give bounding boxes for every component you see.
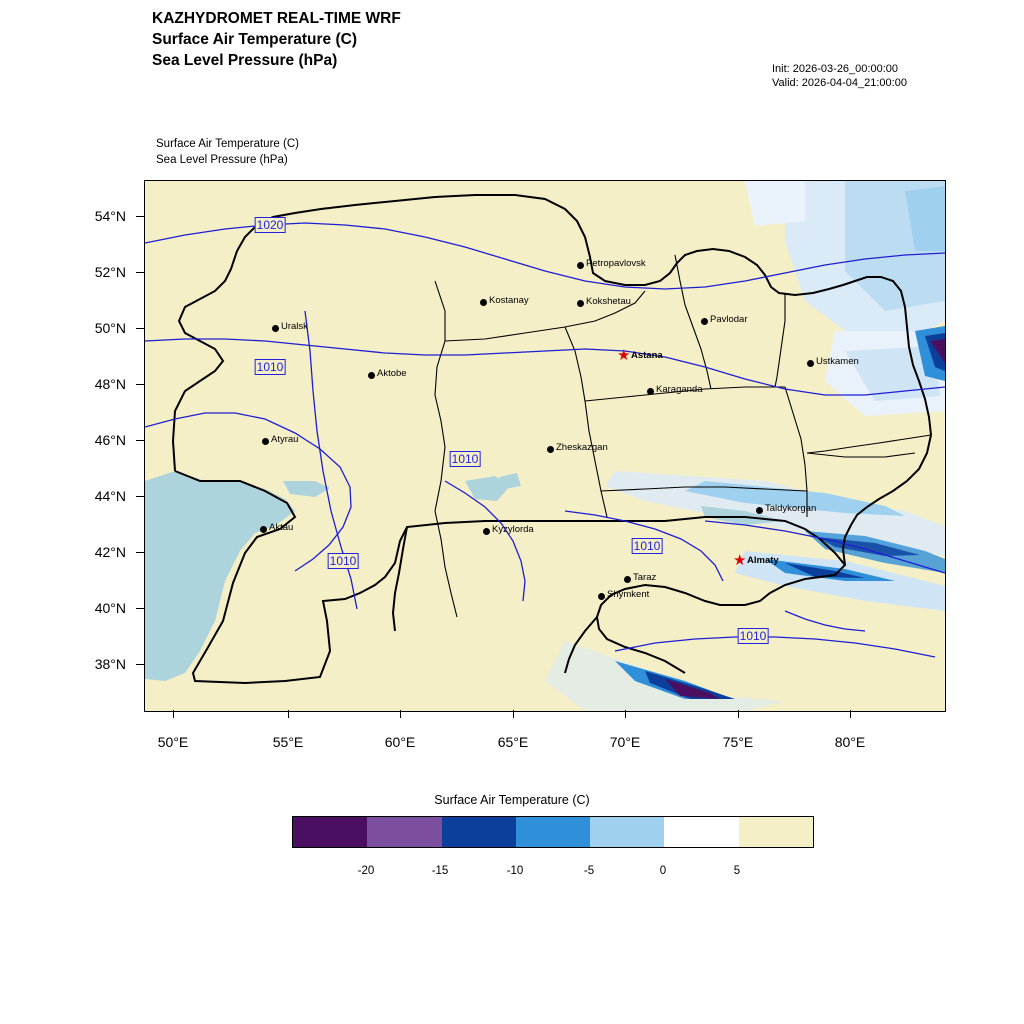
- valid-time: Valid: 2026-04-04_21:00:00: [772, 77, 907, 89]
- run-times: [772, 62, 907, 90]
- map-canvas: [145, 181, 945, 711]
- title-block: [152, 8, 401, 71]
- y-tick: [136, 496, 144, 497]
- x-tick-label: 80°E: [834, 734, 866, 750]
- y-tick: [136, 608, 144, 609]
- city-label: Astana: [631, 350, 663, 361]
- y-tick-label: 44°N: [94, 488, 126, 504]
- city-dot: [262, 438, 269, 445]
- y-tick: [136, 328, 144, 329]
- y-tick-label: 40°N: [94, 600, 126, 616]
- colorbar-tick-label: -15: [431, 865, 449, 877]
- city-dot: [272, 325, 279, 332]
- y-axis-labels: [60, 180, 140, 710]
- y-tick: [136, 440, 144, 441]
- y-tick-label: 42°N: [94, 544, 126, 560]
- y-tick: [136, 384, 144, 385]
- y-tick: [136, 552, 144, 553]
- page-title: KAZHYDROMET REAL-TIME WRF: [152, 10, 401, 27]
- colorbar-tick-labels: [292, 865, 812, 885]
- city-label: Uralsk: [281, 321, 308, 332]
- subcaption-pressure: Sea Level Pressure (hPa): [156, 154, 288, 166]
- caspian-sea: [145, 471, 330, 681]
- x-axis-labels: [144, 716, 944, 756]
- y-tick-label: 54°N: [94, 208, 126, 224]
- city-dot: [756, 507, 763, 514]
- colorbar: [292, 816, 814, 848]
- colorbar-swatch: [516, 817, 590, 847]
- colorbar-title: Surface Air Temperature (C): [434, 793, 590, 807]
- y-tick: [136, 216, 144, 217]
- x-tick-label: 70°E: [609, 734, 641, 750]
- x-tick-label: 65°E: [497, 734, 529, 750]
- city-label: Zheskazgan: [556, 442, 608, 453]
- city-label: Shymkent: [607, 589, 650, 600]
- city-label: Taraz: [633, 572, 657, 583]
- subcaption-temp: Surface Air Temperature (C): [156, 138, 299, 150]
- colorbar-tick-label: -5: [583, 865, 595, 877]
- plot-subcaption: [156, 136, 299, 168]
- city-dot: [547, 446, 554, 453]
- city-label: Petropavlovsk: [586, 258, 646, 269]
- colorbar-tick-label: -10: [506, 865, 524, 877]
- city-label: Kyzylorda: [492, 524, 534, 535]
- city-label: Karaganda: [656, 384, 703, 395]
- map-plot: [144, 180, 946, 712]
- colorbar-swatch: [664, 817, 738, 847]
- colorbar-tick-label: 0: [659, 865, 667, 877]
- city-label: Aktobe: [377, 368, 407, 379]
- colorbar-swatch: [442, 817, 516, 847]
- city-label: Kostanay: [489, 295, 529, 306]
- colorbar-swatch: [367, 817, 441, 847]
- city-label: Aktau: [269, 522, 294, 533]
- city-dot: [624, 576, 631, 583]
- city-label: Taldykorgan: [765, 503, 817, 514]
- contour-label-1010-a: 1010: [256, 360, 284, 374]
- star-icon: ★: [617, 347, 631, 364]
- contour-label-1020: 1020: [256, 218, 284, 232]
- colorbar-tick-label: 5: [733, 865, 741, 877]
- y-tick: [136, 664, 144, 665]
- city-dot: [598, 593, 605, 600]
- city-dot: [577, 300, 584, 307]
- contour-label-1010-d: 1010: [633, 539, 661, 553]
- city-dot: [480, 299, 487, 306]
- contour-label-1010-c: 1010: [329, 554, 357, 568]
- city-dot: [647, 388, 654, 395]
- init-time: Init: 2026-03-26_00:00:00: [772, 63, 898, 75]
- title-variable-pressure: Sea Level Pressure (hPa): [152, 52, 338, 69]
- colorbar-swatch: [739, 817, 813, 847]
- y-tick-label: 50°N: [94, 320, 126, 336]
- star-icon: ★: [733, 552, 747, 569]
- colorbar-swatch: [590, 817, 664, 847]
- x-tick-label: 75°E: [722, 734, 754, 750]
- y-tick-label: 38°N: [94, 656, 126, 672]
- city-dot: [260, 526, 267, 533]
- city-dot: [368, 372, 375, 379]
- title-variable-temp: Surface Air Temperature (C): [152, 31, 357, 48]
- city-label: Kokshetau: [586, 296, 631, 307]
- y-tick-label: 52°N: [94, 264, 126, 280]
- city-dot: [577, 262, 584, 269]
- city-dot: [807, 360, 814, 367]
- city-label: Pavlodar: [710, 314, 748, 325]
- city-label: Almaty: [747, 555, 779, 566]
- contour-label-1010-b: 1010: [451, 452, 479, 466]
- y-tick-label: 48°N: [94, 376, 126, 392]
- y-tick: [136, 272, 144, 273]
- x-tick-label: 55°E: [272, 734, 304, 750]
- y-tick-label: 46°N: [94, 432, 126, 448]
- x-tick-label: 50°E: [157, 734, 189, 750]
- city-label: Ustkamen: [816, 356, 859, 367]
- city-label: Atyrau: [271, 434, 299, 445]
- colorbar-tick-label: -20: [357, 865, 375, 877]
- x-tick-label: 60°E: [384, 734, 416, 750]
- contour-label-1010-e: 1010: [739, 629, 767, 643]
- city-dot: [483, 528, 490, 535]
- colorbar-swatch: [293, 817, 367, 847]
- city-dot: [701, 318, 708, 325]
